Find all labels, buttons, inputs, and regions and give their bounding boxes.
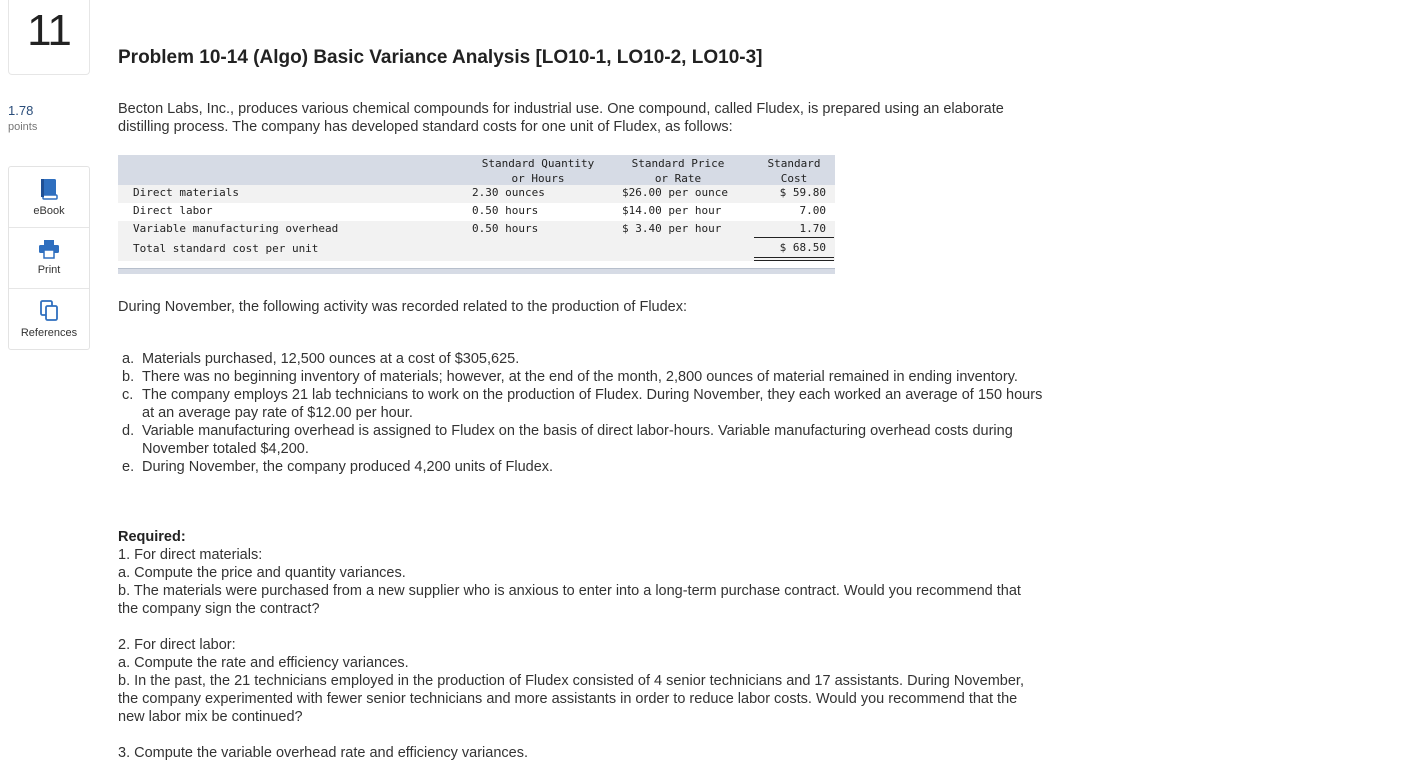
row-label: Variable manufacturing overhead — [133, 222, 339, 235]
print-label: Print — [37, 264, 61, 276]
references-label: References — [20, 327, 78, 339]
list-item: c. The company employs 21 lab technicians to work on the production of Fludex. During November, they each worked an average of 150 hours at an average pay rate of $12.00 per hour. — [122, 387, 1043, 421]
row-quantity: 0.50 hours — [472, 204, 539, 217]
print-button[interactable] — [9, 228, 89, 289]
list-item: d. Variable manufacturing overhead is assigned to Fludex on the basis of direct labor-hours. Variable manufacturing overhead costs during November totaled $4,200. — [122, 423, 1013, 457]
required-q2: 2. For direct labor: — [118, 637, 236, 653]
required-heading: Required: — [118, 529, 186, 545]
points-value: 1.78 — [8, 103, 34, 118]
required-q2a: a. Compute the rate and efficiency variances. — [118, 655, 409, 671]
problem-title: Problem 10-14 (Algo) Basic Variance Analysis [LO10-1, LO10-2, LO10-3] — [118, 47, 763, 68]
problem-intro: Becton Labs, Inc., produces various chemical compounds for industrial use. One compound, called Fludex, is prepared using an elaborate distilling process. The company has developed standard costs for one unit of Fludex, as follows: — [118, 101, 1004, 135]
question-number: 11 — [27, 6, 71, 55]
row-price: $26.00 per ounce — [622, 186, 728, 199]
row-price: $ 3.40 per hour — [622, 222, 722, 235]
required-section — [118, 528, 1038, 762]
row-quantity: 2.30 ounces — [472, 186, 545, 199]
activity-list — [118, 350, 1058, 476]
required-q2b: b. In the past, the 21 technicians employed in the production of Fludex consisted of 4 senior technicians and 17 assistants. During November, the company experimented with fewer senior technicians and more assistants in order to reduce labor costs. Would you recommend that the new labor mix be continued? — [118, 673, 1024, 725]
activity-lead: During November, the following activity was recorded related to the production of Fludex: — [118, 299, 688, 315]
question-number-box — [8, 0, 90, 75]
ebook-label: eBook — [33, 205, 65, 217]
list-item: a. Materials purchased, 12,500 ounces at a cost of $305,625. — [122, 351, 520, 367]
points-label: points — [8, 121, 38, 133]
row-cost: 1.70 — [799, 222, 826, 235]
ebook-button[interactable] — [9, 167, 89, 228]
required-q1a: a. Compute the price and quantity variances. — [118, 565, 406, 581]
row-price: $14.00 per hour — [622, 204, 722, 217]
row-cost: 7.00 — [799, 204, 826, 217]
row-cost: $ 59.80 — [779, 186, 826, 199]
table-footer-band — [118, 268, 835, 274]
book-icon — [39, 178, 59, 200]
required-q1b: b. The materials were purchased from a new supplier who is anxious to enter into a long-term purchase contract. Would you recommend that the company sign the contract? — [118, 583, 1021, 617]
row-label: Direct labor — [133, 204, 213, 217]
list-item: e. During November, the company produced 4,200 units of Fludex. — [122, 459, 554, 475]
subtotal-underline — [754, 237, 834, 238]
standard-cost-table — [118, 155, 835, 274]
total-double-underline — [754, 257, 834, 258]
copy-icon — [39, 300, 59, 322]
row-label: Direct materials — [133, 186, 239, 199]
total-label: Total standard cost per unit — [133, 242, 319, 255]
total-double-underline — [754, 260, 834, 261]
references-button[interactable] — [9, 289, 89, 350]
total-cost: $ 68.50 — [779, 241, 826, 254]
header-cost: Standard Cost — [767, 157, 821, 185]
header-price: Standard Price or Rate — [631, 157, 725, 185]
tools-panel — [8, 166, 90, 350]
header-quantity: Standard Quantity or Hours — [481, 157, 595, 185]
row-quantity: 0.50 hours — [472, 222, 539, 235]
list-item: b. There was no beginning inventory of materials; however, at the end of the month, 2,800 ounces of material remained in ending inventory. — [122, 369, 1018, 385]
printer-icon — [38, 239, 60, 259]
required-q3: 3. Compute the variable overhead rate and efficiency variances. — [118, 745, 529, 761]
required-q1: 1. For direct materials: — [118, 547, 263, 563]
